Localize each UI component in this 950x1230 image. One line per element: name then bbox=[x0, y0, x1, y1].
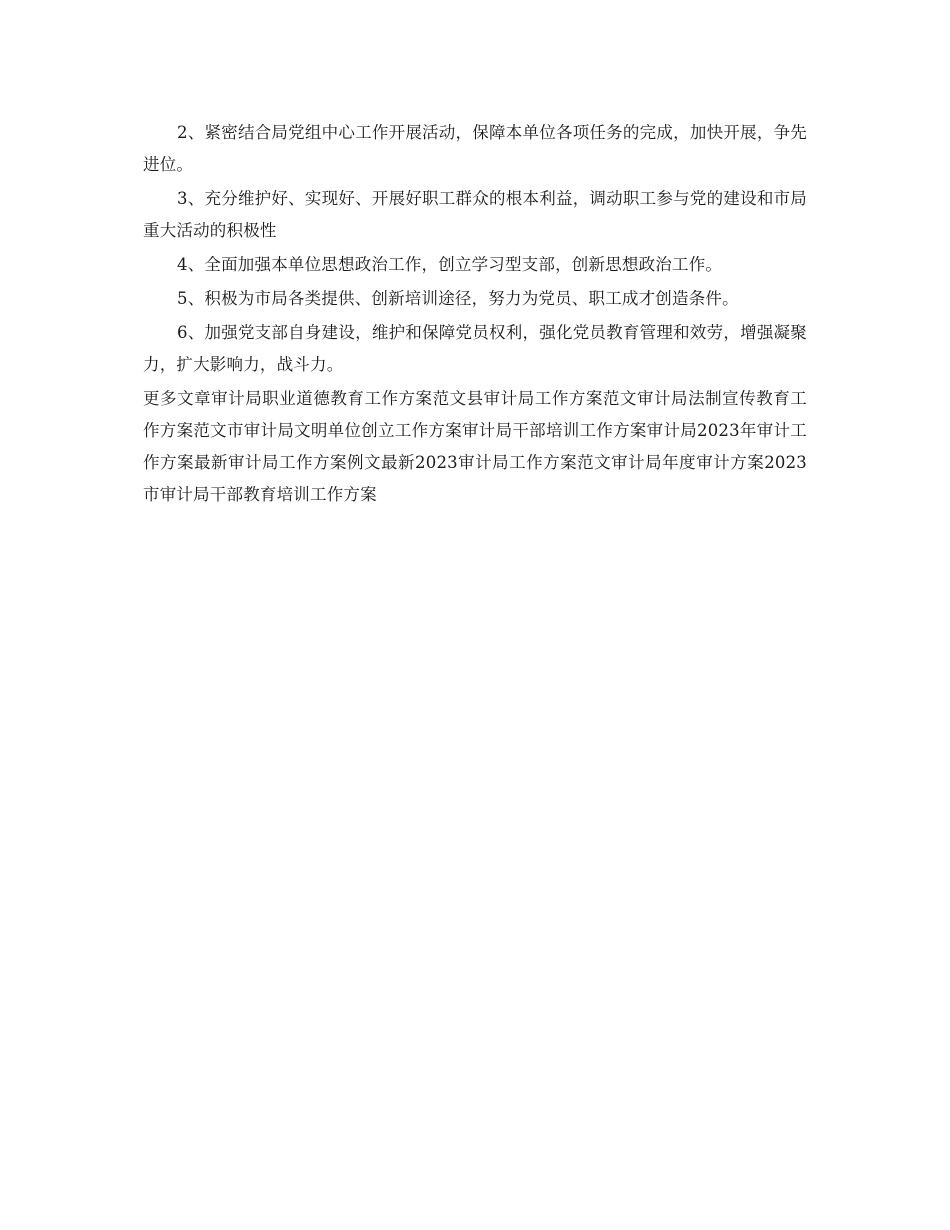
more-articles-text: 更多文章审计局职业道德教育工作方案范文县审计局工作方案范文审计局法制宣传教育工作方案范文市审计局文明单位创立工作方案审计局干部培训工作方案审计局2023年审计工作方案最新审计局工作方案例文最新2023审计局工作方案范文审计局年度审计方案2023市审计局干部教育培训工作方案 bbox=[143, 389, 807, 504]
paragraph-item-3: 3、充分维护好、实现好、开展好职工群众的根本利益，调动职工参与党的建设和市局重大活动的积极性 bbox=[143, 189, 807, 240]
document-body bbox=[143, 117, 807, 511]
paragraph-item-6: 6、加强党支部自身建设，维护和保障党员权利，强化党员教育管理和效劳，增强凝聚力，扩大影响力，战斗力。 bbox=[143, 323, 807, 374]
paragraph-item-2: 2、紧密结合局党组中心工作开展活动，保障本单位各项任务的完成，加快开展，争先进位。 bbox=[143, 123, 807, 174]
paragraph-item-5: 5、积极为市局各类提供、创新培训途径，努力为党员、职工成才创造条件。 bbox=[177, 289, 739, 308]
paragraph-item-4: 4、全面加强本单位思想政治工作，创立学习型支部，创新思想政治工作。 bbox=[177, 255, 723, 274]
